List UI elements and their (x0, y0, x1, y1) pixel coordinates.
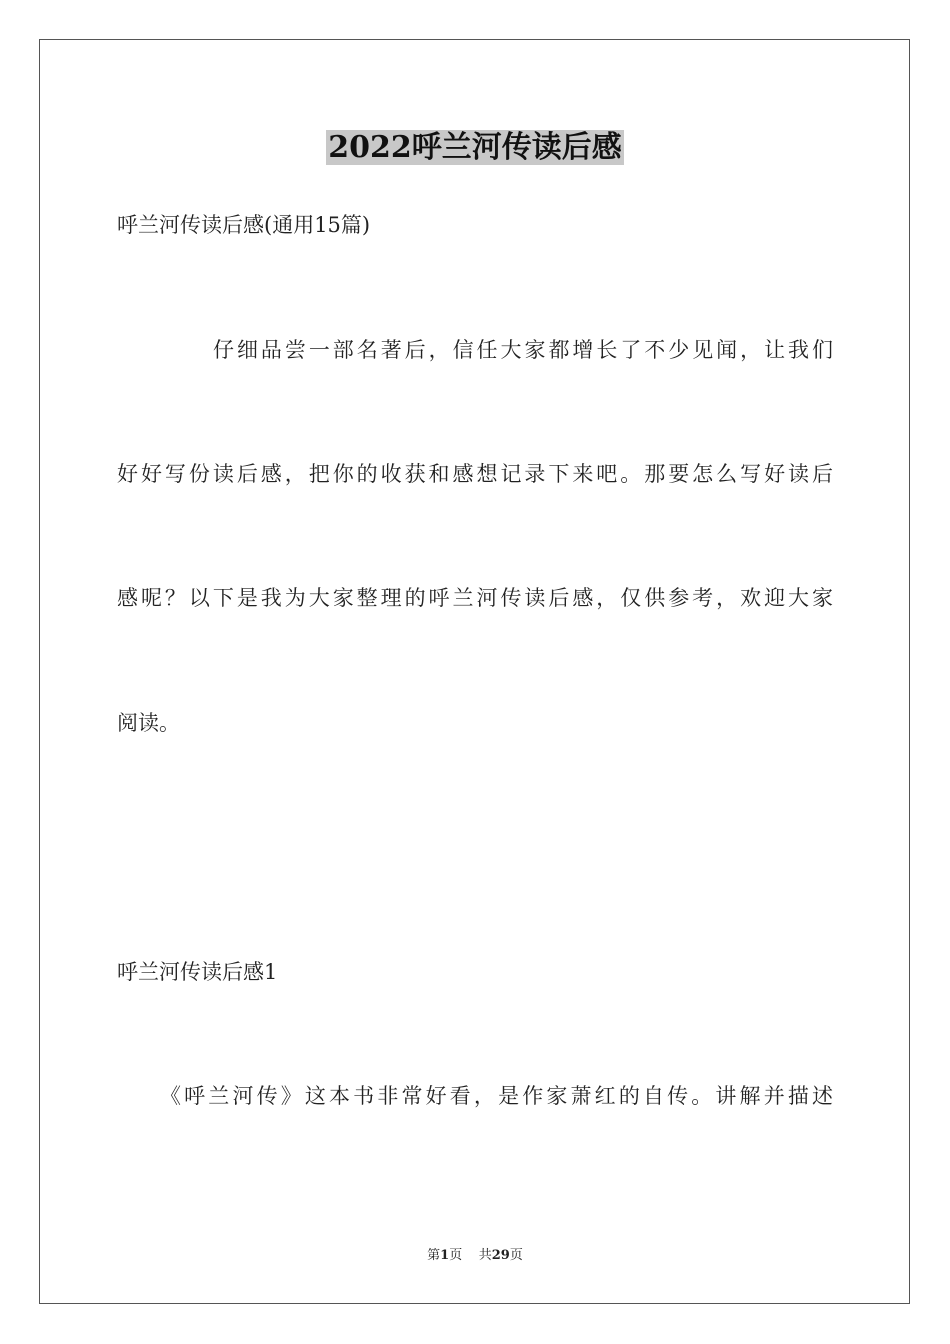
footer-page-suffix: 页 (449, 1248, 463, 1263)
intro-line-2: 好好写份读后感，把你的收获和感想记录下来吧。那要怎么写好读后 (117, 462, 833, 486)
intro-line-3: 感呢？以下是我为大家整理的呼兰河传读后感，仅供参考，欢迎大家 (117, 586, 833, 610)
footer-total-pages: 29 (491, 1248, 510, 1263)
intro-line-1: 仔细品尝一部名著后，信任大家都增长了不少见闻，让我们 (213, 338, 833, 362)
document-subtitle: 呼兰河传读后感(通用15篇) (117, 213, 371, 237)
footer-total-prefix: 共 (478, 1248, 492, 1263)
section-heading: 呼兰河传读后感1 (117, 960, 278, 984)
document-title-text: 2022呼兰河传读后感 (328, 130, 622, 165)
footer-total-suffix: 页 (509, 1248, 523, 1263)
intro-line-4: 阅读。 (117, 711, 180, 735)
section-paragraph-line-1: 《呼兰河传》这本书非常好看，是作家萧红的自传。讲解并描述 (160, 1084, 833, 1108)
footer-page-number: 1 (440, 1248, 450, 1263)
document-title (0, 126, 950, 170)
page-footer (0, 1246, 950, 1266)
footer-page-prefix: 第 (427, 1248, 441, 1263)
